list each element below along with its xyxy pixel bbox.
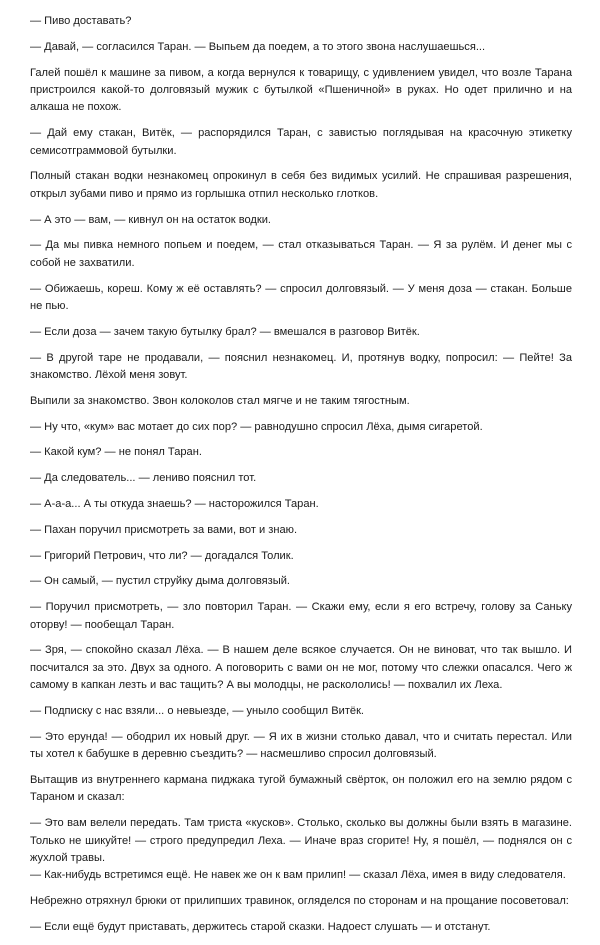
paragraph-4: — Дай ему стакан, Витёк, — распорядился Таран, с завистью поглядывая на красочную этикетку семисотграммовой бутылки. xyxy=(30,127,572,157)
paragraph-24: — Это вам велели передать. Там триста «кусков». Столько, сколько вы должны были взять в магазине. Только не шикуйте! — строго предупредил Леха. — Иначе враз сгорите! Ну, я пошёл, — поднялся он с жухлой травы. xyxy=(30,817,572,865)
document-page xyxy=(30,13,572,945)
paragraph-20: — Зря, — спокойно сказал Лёха. — В нашем деле всякое случается. Он не виноват, что так вышло. И посчитался за это. Двух за одного. А поговорить с вами он не мог, потому что слежки опасался. Чего ж самому в капкан лезть и вас тащить? А вы молодцы, не раскололись! — похвалил их Леха. xyxy=(30,644,572,692)
paragraph-11: Выпили за знакомство. Звон колоколов стал мягче и не таким тягостным. xyxy=(30,394,410,407)
paragraph-22: — Это ерунда! — ободрил их новый друг. — Я их в жизни столько давал, что и считать перестал. Или ты хотел к бабушке в деревню съездить? — насмешливо спросил долговязый. xyxy=(30,730,572,761)
paragraph-3: Галей пошёл к машине за пивом, а когда вернулся к товарищу, с удивлением увидел, что возле Тарана пристроился какой-то долговязый мужик с бутылкой «Пшеничной» в руках. Но одет прилично и на алкаша не похож. xyxy=(30,66,572,114)
paragraph-7: — Да мы пивка немного попьем и поедем, — стал отказываться Таран. — Я за рулём. И денег мы с собой не захватили. xyxy=(30,239,572,269)
paragraph-10: — В другой таре не продавали, — пояснил незнакомец. И, протянув водку, попросил: — Пейте! За знакомство. Лёхой меня зовут. xyxy=(30,351,572,382)
paragraph-1: — Пиво доставать? xyxy=(30,15,132,27)
paragraph-21: — Подписку с нас взяли... о невыезде, — уныло сообщил Витёк. xyxy=(30,705,365,717)
paragraph-18: — Он самый, — пустил струйку дыма долговязый. xyxy=(30,575,290,588)
paragraph-2: — Давай, — согласился Таран. — Выпьем да поедем, а то этого звона наслушаешься... xyxy=(30,40,486,53)
paragraph-8: — Обижаешь, кореш. Кому ж её оставлять? — спросил долговязый. — У меня доза — стакан. Больше не пью. xyxy=(30,282,572,313)
paragraph-15: — А-а-а... А ты откуда знаешь? — насторожился Таран. xyxy=(30,498,319,510)
paragraph-25: — Как-нибудь встретимся ещё. Не навек же он к вам прилип! — сказал Лёха, имея в виду следователя. xyxy=(30,869,566,882)
paragraph-26: Небрежно отряхнул брюки от прилипших травинок, огляделся по сторонам и на прощание посоветовал: xyxy=(30,895,569,908)
paragraph-19: — Поручил присмотреть, — зло повторил Таран. — Скажи ему, если я его встречу, голову за Саньку оторву! — пообещал Таран. xyxy=(30,601,572,631)
paragraph-17: — Григорий Петрович, что ли? — догадался Толик. xyxy=(30,549,294,562)
paragraph-9: — Если доза — зачем такую бутылку брал? — вмешался в разговор Витёк. xyxy=(30,325,420,338)
paragraph-16: — Пахан поручил присмотреть за вами, вот и знаю. xyxy=(30,523,298,536)
paragraph-13: — Какой кум? — не понял Таран. xyxy=(30,446,202,459)
paragraph-27: — Если ещё будут приставать, держитесь старой сказки. Надоест слушать — и отстанут. xyxy=(30,921,491,934)
paragraph-23: Вытащив из внутреннего кармана пиджака тугой бумажный свёрток, он положил его на землю рядом с Тараном и сказал: xyxy=(30,774,572,804)
paragraph-6: — А это — вам, — кивнул он на остаток водки. xyxy=(30,213,272,226)
paragraph-14: — Да следователь... — лениво пояснил тот. xyxy=(30,472,257,485)
paragraph-5: Полный стакан водки незнакомец опрокинул в себя без видимых усилий. Не спрашивая разрешения, открыл зубами пиво и прямо из горлышка отпил несколько глотков. xyxy=(30,170,572,200)
paragraph-12: — Ну что, «кум» вас мотает до сих пор? — равнодушно спросил Лёха, дымя сигаретой. xyxy=(30,420,483,433)
